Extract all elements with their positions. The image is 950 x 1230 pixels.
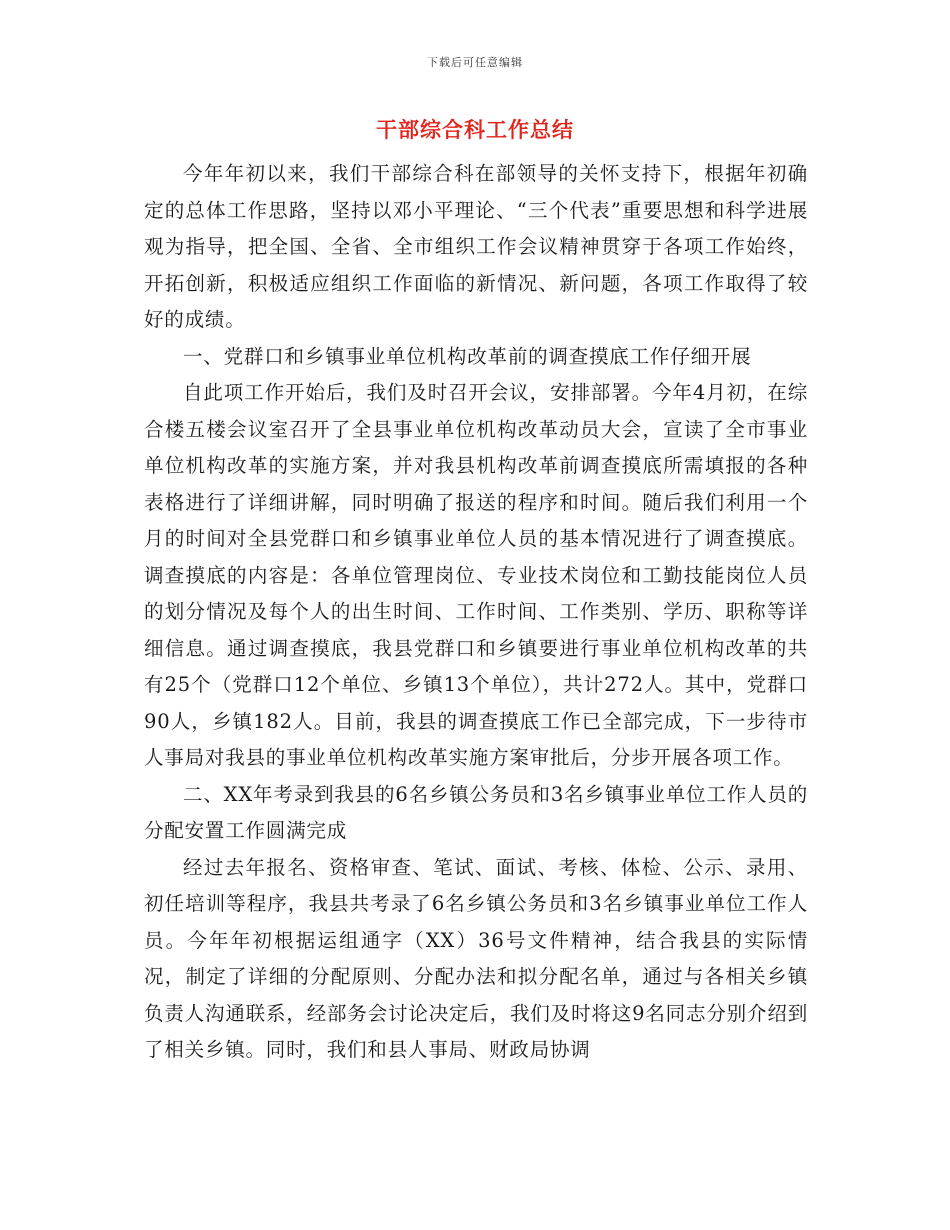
section-heading-2: 二、XX年考录到我县的6名乡镇公务员和3名乡镇事业单位工作人员的分配安置工作圆满完成 <box>144 782 808 842</box>
document-body <box>144 156 808 1069</box>
section-heading-1: 一、党群口和乡镇事业单位机构改革前的调查摸底工作仔细开展 <box>183 344 752 368</box>
paragraph-section-2: 经过去年报名、资格审查、笔试、面试、考核、体检、公示、录用、初任培训等程序，我县共考录了6名乡镇公务员和3名乡镇事业单位工作人员。今年年初根据运组通字（XX）36号文件精神，结合我县的实际情况，制定了详细的分配原则、分配办法和拟分配名单，通过与各相关乡镇负责人沟通联系，经部务会讨论决定后，我们及时将这9名同志分别介绍到了相关乡镇。同时，我们和县人事局、财政局协调 <box>144 855 808 1061</box>
paragraph-intro: 今年年初以来，我们干部综合科在部领导的关怀支持下，根据年初确定的总体工作思路，坚持以邓小平理论、“三个代表”重要思想和科学进展观为指导，把全国、全省、全市组织工作会议精神贯穿于各项工作始终，开拓创新，积极适应组织工作面临的新情况、新问题，各项工作取得了较好的成绩。 <box>144 162 808 331</box>
header-note: 下载后可任意编辑 <box>427 56 523 69</box>
paragraph-section-1: 自此项工作开始后，我们及时召开会议，安排部署。今年4月初，在综合楼五楼会议室召开了全县事业单位机构改革动员大会，宣读了全市事业单位机构改革的实施方案，并对我县机构改革前调查摸底所需填报的各种表格进行了详细讲解，同时明确了报送的程序和时间。随后我们利用一个月的时间对全县党群口和乡镇事业单位人员的基本情况进行了调查摸底。调查摸底的内容是：各单位管理岗位、专业技术岗位和工勤技能岗位人员的划分情况及每个人的出生时间、工作时间、工作类别、学历、职称等详细信息。通过调查摸底，我县党群口和乡镇要进行事业单位机构改革的共有25个（党群口12个单位、乡镇13个单位），共计272人。其中，党群口90人，乡镇182人。目前，我县的调查摸底工作已全部完成，下一步待市人事局对我县的事业单位机构改革实施方案审批后，分步开展各项工作。 <box>144 381 808 769</box>
document-title: 干部综合科工作总结 <box>376 117 574 142</box>
